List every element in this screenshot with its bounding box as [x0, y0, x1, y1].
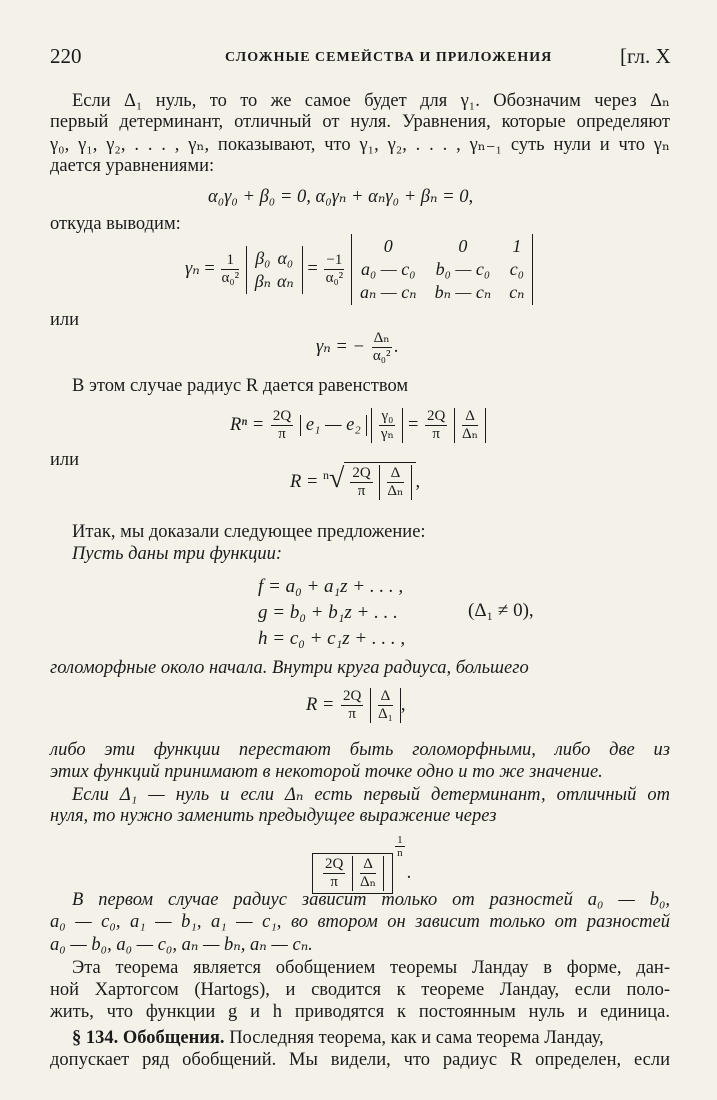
equation-radius-bound: R = $\frac{2Q}{\pi}$ $\frac{\Delta}{\text{Δ₁}}$ ,: [306, 688, 406, 722]
para-line: Если Δ₁ — нуль и если Δₙ есть первый детерминант, отличный от: [72, 785, 670, 805]
para-line: или: [50, 450, 80, 470]
condition-delta1: (Δ₁ ≠ 0),: [468, 600, 534, 621]
radicand: $\frac{2Q}{\pi}$ $\frac{\Delta}{\text{Δₙ}}$: [344, 462, 415, 500]
running-title: СЛОЖНЫЕ СЕМЕЙСТВА И ПРИЛОЖЕНИЯ: [225, 50, 553, 65]
para-line: этих функций принимают в некоторой точке одно и то же значение.: [50, 762, 603, 782]
para-line: В этом случае радиус R дается равенством: [72, 376, 409, 396]
determinant-2x2: β₀ α₀ βₙ αₙ: [246, 246, 303, 294]
page-number: 220: [50, 44, 82, 68]
para-line: или: [50, 310, 80, 330]
para-line: Если Δ₁ нуль, то то же самое будет для γ₁. Обозначим через Δₙ: [72, 91, 670, 111]
equals-sign: =: [307, 258, 318, 279]
para-line: голоморфные около начала. Внутри круга радиуса, большего: [50, 658, 529, 678]
section-heading: § 134. Обобщения.: [72, 1028, 225, 1048]
para-line: допускает ряд обобщений. Мы видели, что радиус R определен, если: [50, 1050, 670, 1070]
equation-radius-power: Rⁿ = $\frac{2Q}{\pi}$ e₁ — e₂ $\frac{\text{γ₀}}{\text{γₙ}}$ = $\frac{2Q}{\pi}$ $\frac{\Delta}{\text{Δₙ}}$: [230, 408, 486, 443]
equation-gamma-n-ratio: γₙ = − $\frac{\text{Δₙ}}{\text{α₀²}}$ .: [316, 330, 399, 364]
equals-sign: =: [204, 258, 215, 279]
para-line: § 134. Обобщения. Последняя теорема, как и сама теорема Ландау,: [72, 1028, 604, 1048]
para-line: ной Хартогсом (Hartogs), и сводится к теореме Ландау, если поло-: [50, 980, 670, 1000]
para-line: либо эти функции перестают быть голоморфными, либо две из: [50, 740, 670, 760]
equation-replacement-root: $\frac{2Q}{\pi}$ $\frac{\Delta}{\text{Δₙ}}$ $\frac{1}{n}$ .: [312, 834, 411, 894]
para-line: γ₀, γ₁, γ₂, . . . , γₙ, показывают, что γ₁, γ₂, . . . , γₙ₋₁ суть нули и что γₙ: [50, 135, 670, 155]
para-line: жить, что функции g и h приводятся к постоянным нуль и единица.: [50, 1002, 670, 1022]
para-line: a₀ — b₀, a₀ — c₀, aₙ — bₙ, aₙ — cₙ.: [50, 935, 313, 955]
equation-gamma-n-determinant: [185, 234, 533, 305]
para-line: первый детерминант, отличный от нуля. Уравнения, которые определяют: [50, 112, 670, 132]
function-system: f = a₀ + a₁z + . . . , g = b₀ + b₁z + . . . h = c₀ + c₁z + . . . ,: [258, 576, 406, 649]
para-line: Итак, мы доказали следующее предложение:: [72, 522, 426, 542]
para-line: В первом случае радиус зависит только от разностей a₀ — b₀,: [72, 890, 670, 910]
para-line: дается уравнениями:: [50, 156, 215, 176]
equation-radius-root: R = $^n$√ $\frac{2Q}{\pi}$ $\frac{\Delta}{\text{Δₙ}}$ ,: [290, 462, 421, 499]
para-line: Пусть даны три функции:: [72, 544, 283, 564]
fraction-one-over-alpha0-squared: $\frac{1}{\text{α₀²}}$: [221, 252, 240, 286]
para-line: Эта теорема является обобщением теоремы Ландау в форме, дан-: [72, 958, 670, 978]
para-line: откуда выводим:: [50, 214, 181, 234]
equation-system-gamma: α₀γ₀ + β₀ = 0, α₀γₙ + αₙγ₀ + βₙ = 0,: [208, 187, 474, 207]
gamma-n-symbol: γₙ: [185, 258, 200, 279]
fraction-minus-one-over-alpha0-squared: $\frac{-1}{\text{α₀²}}$: [325, 252, 344, 286]
determinant-3x3: 0 0 1 a₀ — c₀ b₀ — c₀ c₀ aₙ — cₙ bₙ — cₙ cₙ: [351, 234, 533, 305]
chapter-marker: [гл. X: [620, 44, 671, 68]
para-line: нуля, то нужно заменить предыдущее выражение через: [50, 806, 497, 826]
para-line: a₀ — c₀, a₁ — b₁, a₁ — c₁, во втором он зависит только от разностей: [50, 912, 670, 932]
